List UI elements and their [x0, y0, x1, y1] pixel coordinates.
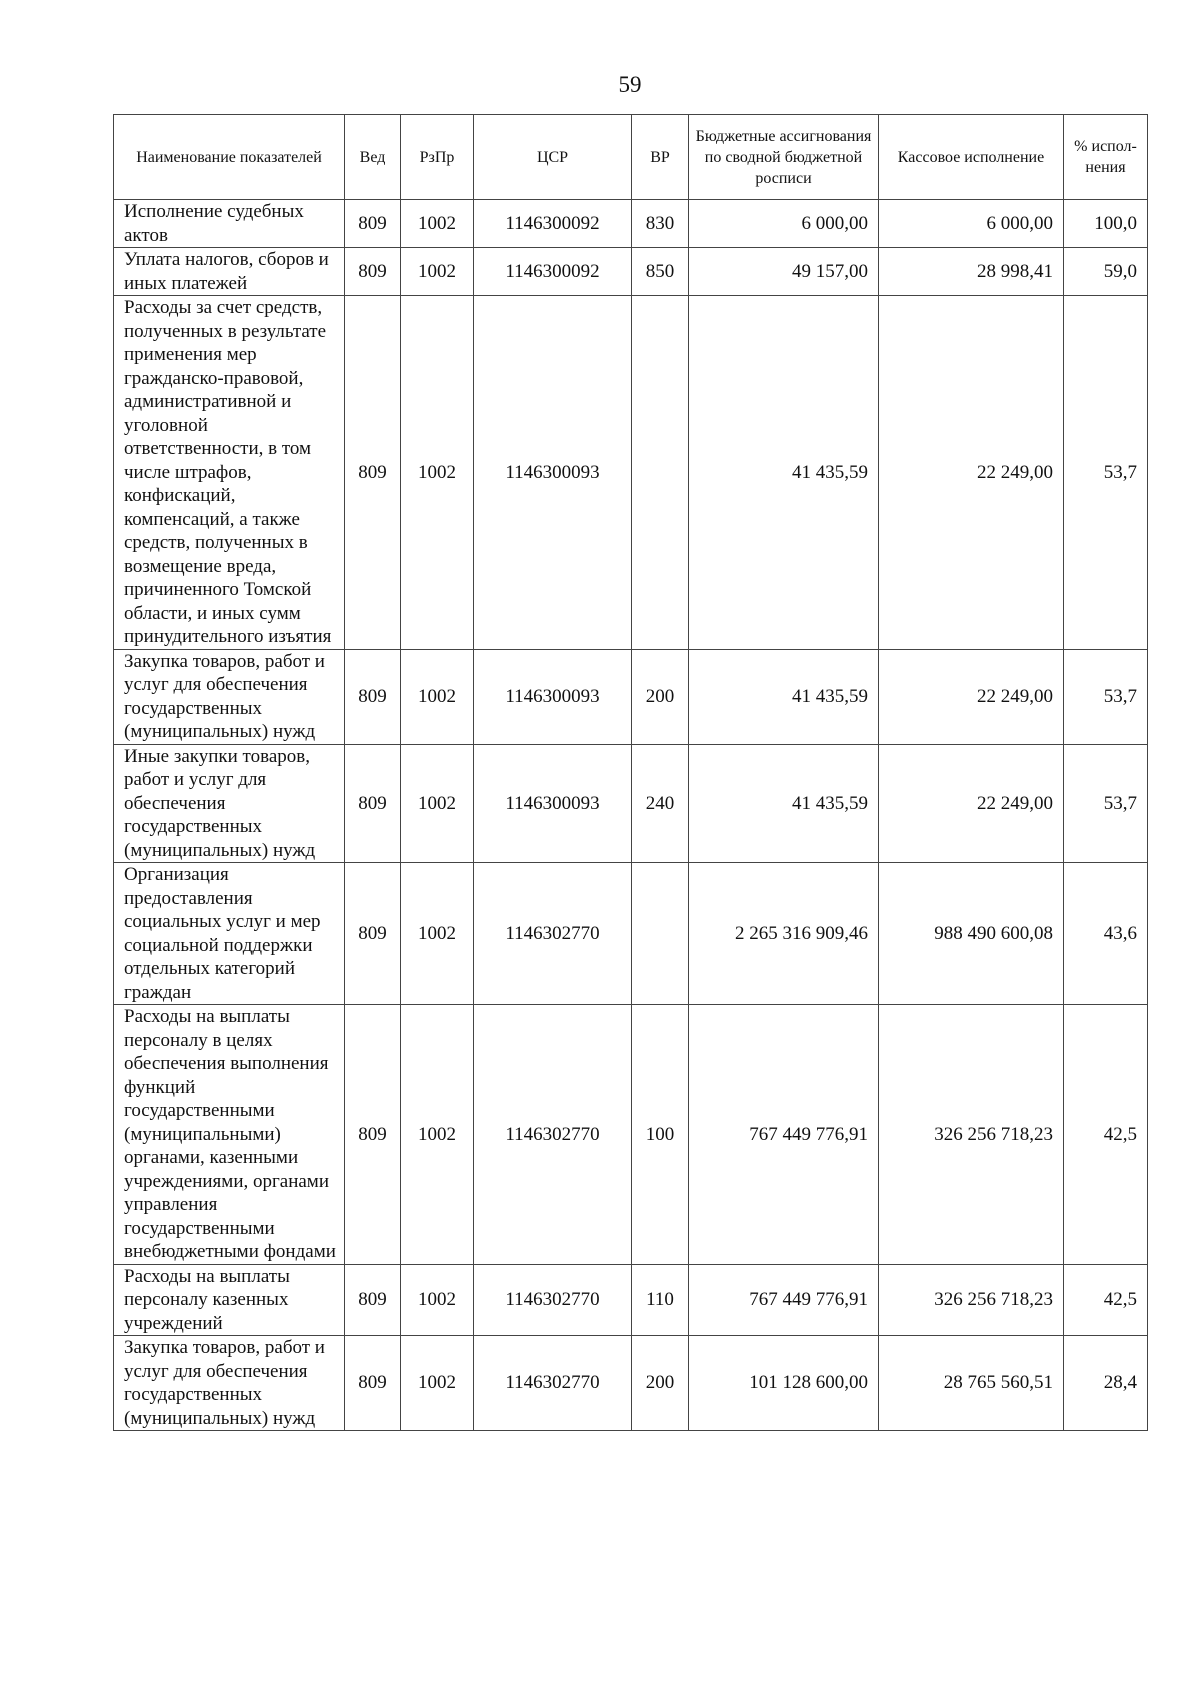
row-vr: 850 — [632, 248, 689, 296]
header-name: Наименование показателей — [114, 115, 345, 200]
row-percent: 53,7 — [1064, 649, 1148, 744]
row-csr: 1146300092 — [474, 200, 632, 248]
row-csr: 1146302770 — [474, 1264, 632, 1336]
row-name: Расходы на выплаты персоналу казенных учреждений — [114, 1264, 345, 1336]
row-csr: 1146300092 — [474, 248, 632, 296]
row-name: Организация предоставления социальных услуг и мер социальной поддержки отдельных категорий граждан — [114, 863, 345, 1005]
row-name: Уплата налогов, сборов и иных платежей — [114, 248, 345, 296]
row-percent: 43,6 — [1064, 863, 1148, 1005]
row-csr: 1146300093 — [474, 744, 632, 863]
row-assignments: 41 435,59 — [689, 744, 879, 863]
header-cash-execution: Кассовое исполнение — [879, 115, 1064, 200]
row-cash: 326 256 718,23 — [879, 1005, 1064, 1265]
row-name: Расходы на выплаты персоналу в целях обеспечения выполнения функций государственными (муниципальными) органами, казенными учреждениями, органами управления государственными внебюджетными фондами — [114, 1005, 345, 1265]
header-percent: % испол-нения — [1064, 115, 1148, 200]
row-percent: 42,5 — [1064, 1264, 1148, 1336]
row-percent: 53,7 — [1064, 744, 1148, 863]
row-rzpr: 1002 — [401, 744, 474, 863]
row-csr: 1146302770 — [474, 1336, 632, 1431]
row-assignments: 101 128 600,00 — [689, 1336, 879, 1431]
row-name: Исполнение судебных актов — [114, 200, 345, 248]
row-csr: 1146302770 — [474, 863, 632, 1005]
row-vr: 200 — [632, 649, 689, 744]
header-assignments: Бюджетные ассигнования по сводной бюджетной росписи — [689, 115, 879, 200]
table-row — [114, 649, 1148, 744]
row-vr: 830 — [632, 200, 689, 248]
row-vr: 240 — [632, 744, 689, 863]
row-rzpr: 1002 — [401, 200, 474, 248]
row-name: Закупка товаров, работ и услуг для обеспечения государственных (муниципальных) нужд — [114, 649, 345, 744]
row-ved: 809 — [345, 200, 401, 248]
row-rzpr: 1002 — [401, 1264, 474, 1336]
row-csr: 1146300093 — [474, 296, 632, 650]
row-assignments: 767 449 776,91 — [689, 1264, 879, 1336]
table-row — [114, 744, 1148, 863]
row-vr: 100 — [632, 1005, 689, 1265]
row-ved: 809 — [345, 1336, 401, 1431]
row-percent: 100,0 — [1064, 200, 1148, 248]
row-ved: 809 — [345, 649, 401, 744]
row-cash: 6 000,00 — [879, 200, 1064, 248]
header-csr: ЦСР — [474, 115, 632, 200]
row-assignments: 41 435,59 — [689, 296, 879, 650]
row-name: Иные закупки товаров, работ и услуг для обеспечения государственных (муниципальных) нужд — [114, 744, 345, 863]
table-header-row — [114, 115, 1148, 200]
row-assignments: 41 435,59 — [689, 649, 879, 744]
header-vr: ВР — [632, 115, 689, 200]
table-row — [114, 1264, 1148, 1336]
row-ved: 809 — [345, 248, 401, 296]
row-rzpr: 1002 — [401, 296, 474, 650]
table-row — [114, 1336, 1148, 1431]
row-cash: 28 765 560,51 — [879, 1336, 1064, 1431]
row-ved: 809 — [345, 863, 401, 1005]
row-name: Закупка товаров, работ и услуг для обеспечения государственных (муниципальных) нужд — [114, 1336, 345, 1431]
row-vr — [632, 296, 689, 650]
row-cash: 988 490 600,08 — [879, 863, 1064, 1005]
row-vr: 200 — [632, 1336, 689, 1431]
row-percent: 59,0 — [1064, 248, 1148, 296]
row-csr: 1146302770 — [474, 1005, 632, 1265]
row-assignments: 6 000,00 — [689, 200, 879, 248]
row-rzpr: 1002 — [401, 1336, 474, 1431]
row-ved: 809 — [345, 296, 401, 650]
row-cash: 28 998,41 — [879, 248, 1064, 296]
row-vr — [632, 863, 689, 1005]
row-assignments: 49 157,00 — [689, 248, 879, 296]
row-percent: 28,4 — [1064, 1336, 1148, 1431]
page-number: 59 — [618, 72, 642, 97]
row-vr: 110 — [632, 1264, 689, 1336]
row-cash: 326 256 718,23 — [879, 1264, 1064, 1336]
row-csr: 1146300093 — [474, 649, 632, 744]
row-assignments: 767 449 776,91 — [689, 1005, 879, 1265]
row-percent: 42,5 — [1064, 1005, 1148, 1265]
header-ved: Вед — [345, 115, 401, 200]
row-rzpr: 1002 — [401, 649, 474, 744]
table-row — [114, 296, 1148, 650]
table-row — [114, 863, 1148, 1005]
row-assignments: 2 265 316 909,46 — [689, 863, 879, 1005]
table-row — [114, 200, 1148, 248]
row-name: Расходы за счет средств, полученных в результате применения мер гражданско-правовой, административной и уголовной ответственности, в том числе штрафов, конфискаций, компенсаций, а также средств, полученных в возмещение вреда, причиненного Томской области, и иных сумм принудительного изъятия — [114, 296, 345, 650]
budget-execution-table — [113, 114, 1148, 1431]
table-row — [114, 1005, 1148, 1265]
row-ved: 809 — [345, 1264, 401, 1336]
row-rzpr: 1002 — [401, 248, 474, 296]
row-rzpr: 1002 — [401, 1005, 474, 1265]
row-ved: 809 — [345, 1005, 401, 1265]
table-row — [114, 248, 1148, 296]
row-cash: 22 249,00 — [879, 744, 1064, 863]
row-rzpr: 1002 — [401, 863, 474, 1005]
row-cash: 22 249,00 — [879, 649, 1064, 744]
header-rzpr: РзПр — [401, 115, 474, 200]
row-ved: 809 — [345, 744, 401, 863]
row-percent: 53,7 — [1064, 296, 1148, 650]
row-cash: 22 249,00 — [879, 296, 1064, 650]
